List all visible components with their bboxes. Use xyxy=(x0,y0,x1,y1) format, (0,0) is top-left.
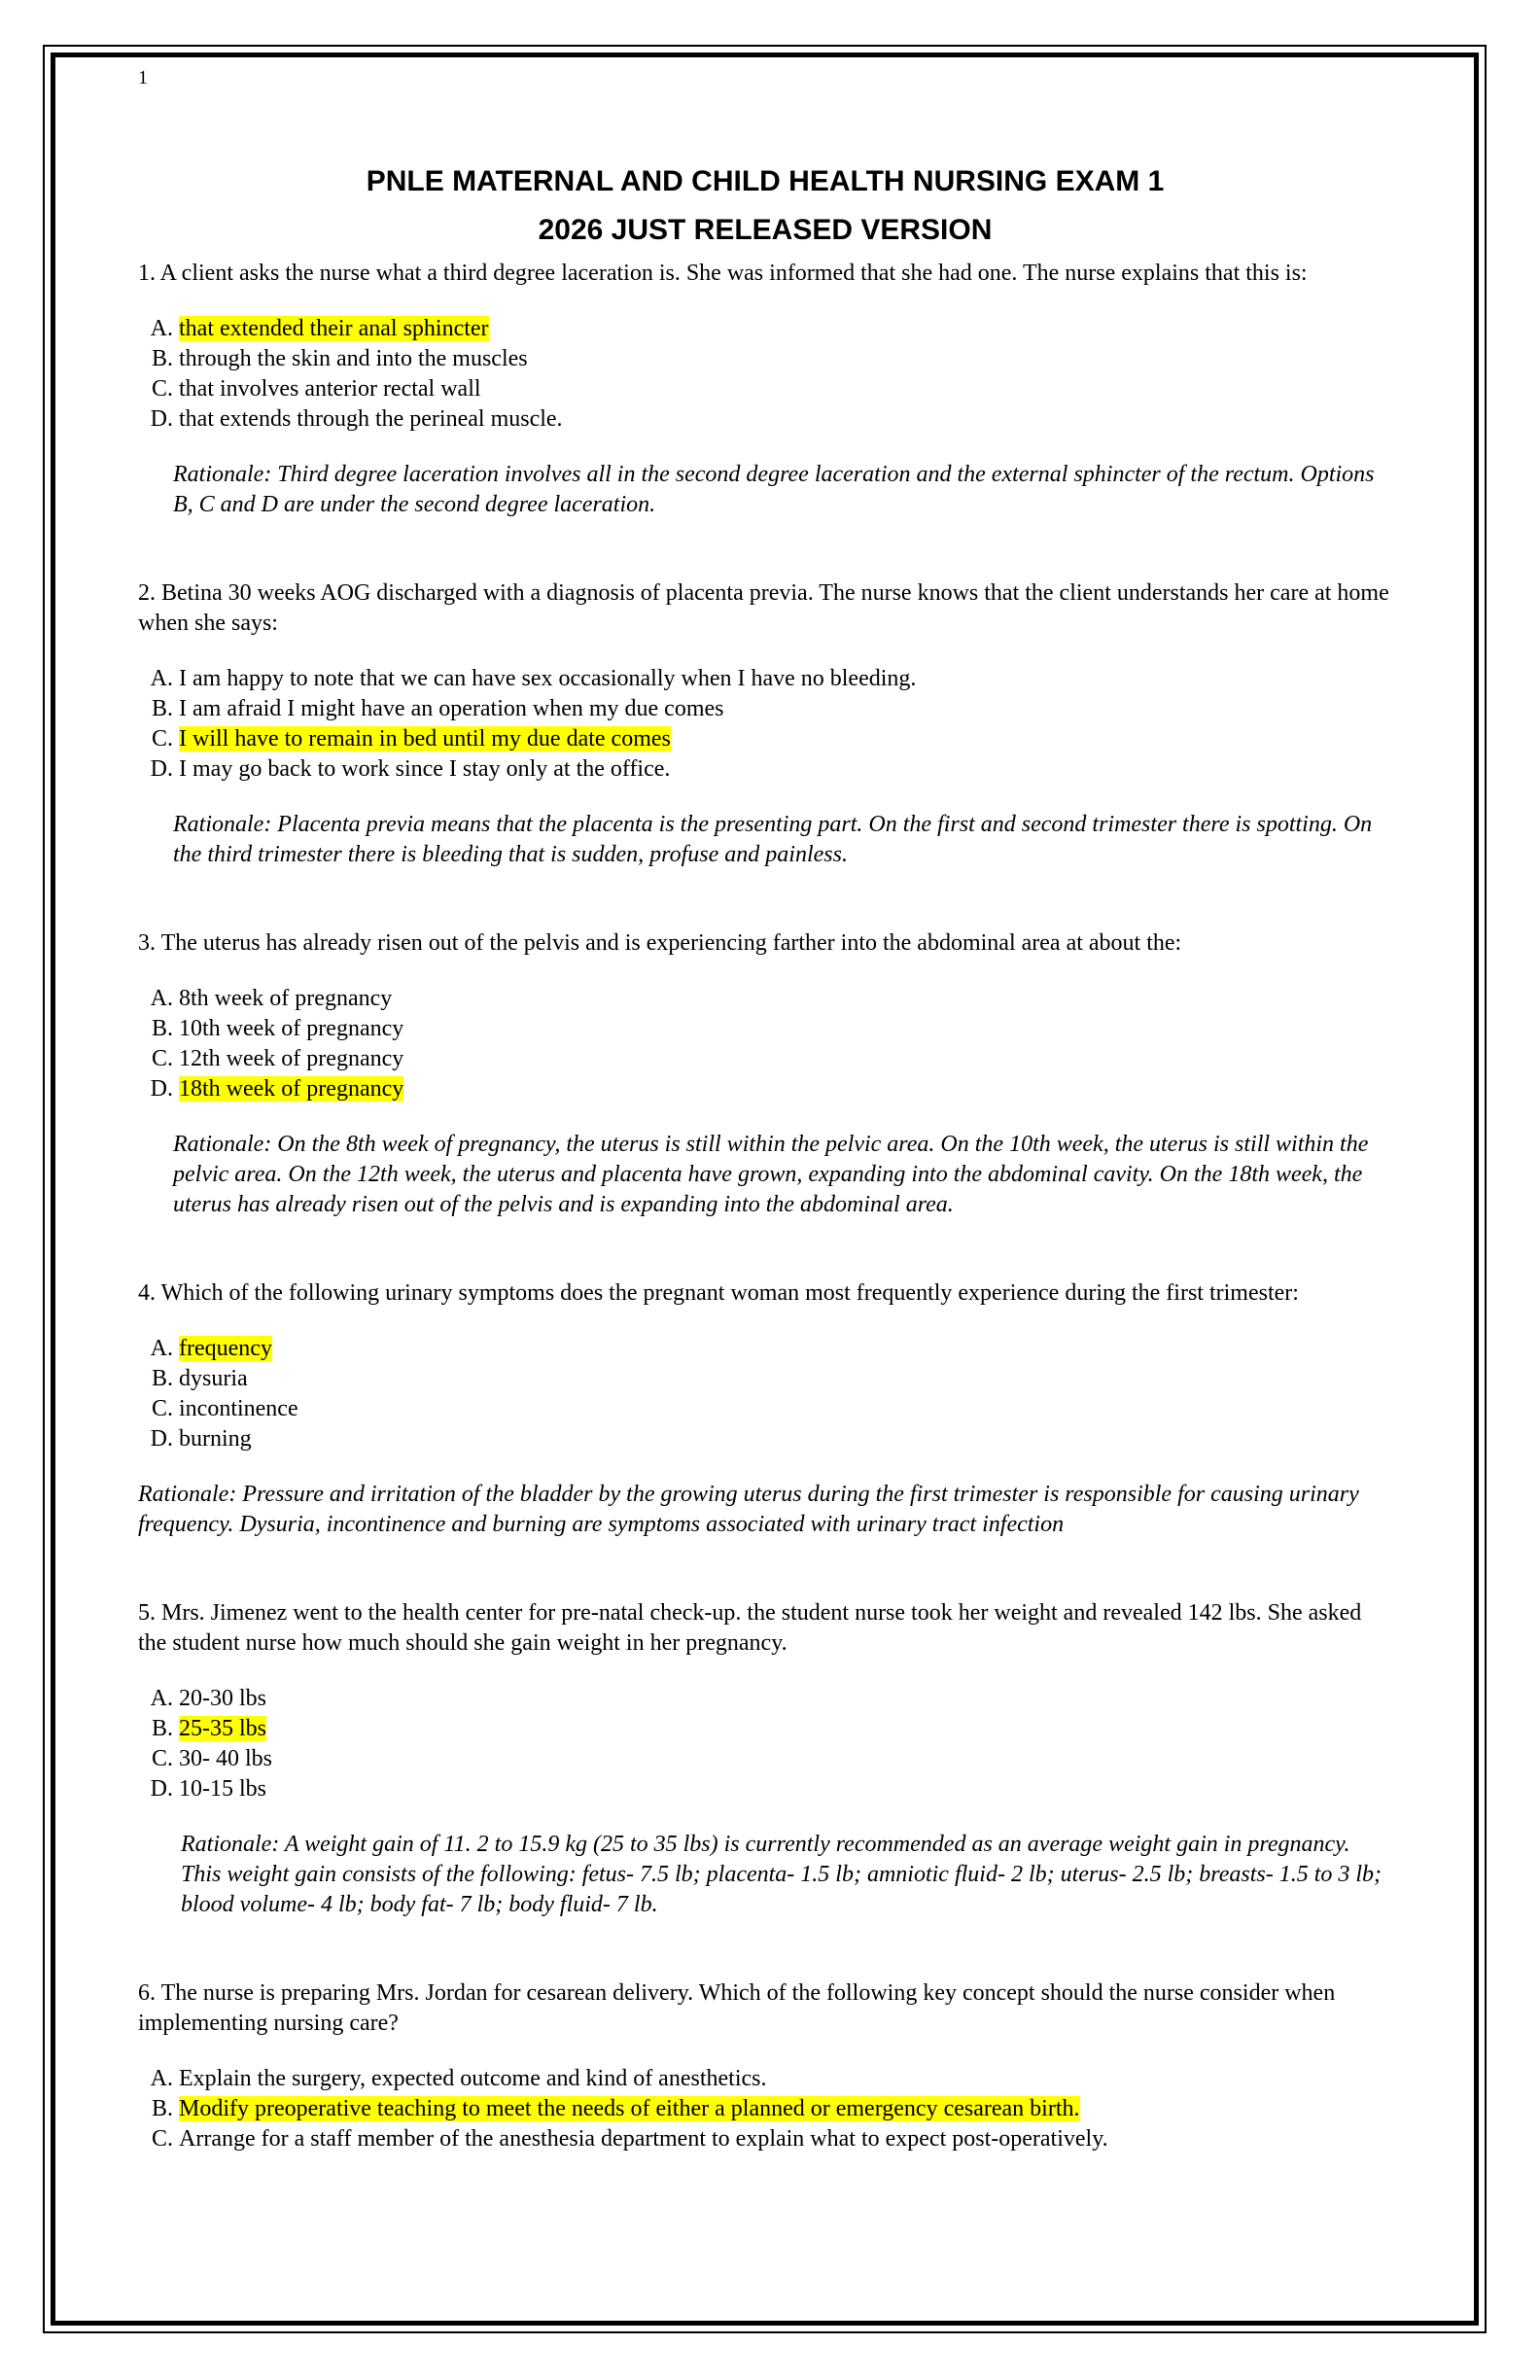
document-subtitle: 2026 JUST RELEASED VERSION xyxy=(538,214,993,246)
answer-options xyxy=(138,2064,1392,2154)
option-text-highlighted: Modify preoperative teaching to meet the needs of either a planned or emergency cesarean birth. xyxy=(179,2096,1080,2121)
option-text: through the skin and into the muscles xyxy=(179,346,528,371)
answer-option xyxy=(138,1774,1392,1804)
option-letter: B. xyxy=(151,346,173,371)
option-text-highlighted: I will have to remain in bed until my due date comes xyxy=(179,726,671,752)
option-text: Explain the surgery, expected outcome and kind of anesthetics. xyxy=(179,2066,767,2091)
answer-options xyxy=(138,664,1392,785)
option-letter: B. xyxy=(151,696,173,721)
answer-options xyxy=(138,984,1392,1104)
option-letter: C. xyxy=(151,1396,173,1421)
option-text: that extends through the perineal muscle. xyxy=(179,406,563,432)
option-text: dysuria xyxy=(179,1366,248,1391)
answer-option xyxy=(138,1714,1392,1744)
question-list xyxy=(138,259,1392,2154)
document-content xyxy=(138,66,1392,2180)
option-text: incontinence xyxy=(179,1396,298,1421)
option-letter: A. xyxy=(150,1686,173,1711)
page-number: 1 xyxy=(138,67,148,88)
answer-option xyxy=(138,1014,1392,1044)
answer-options xyxy=(138,1684,1392,1804)
document-title: PNLE MATERNAL AND CHILD HEALTH NURSING EXAM 1 xyxy=(366,165,1165,197)
option-text: I am afraid I might have an operation when my due comes xyxy=(179,696,724,721)
answer-option xyxy=(138,1334,1392,1364)
option-letter: B. xyxy=(151,1366,173,1391)
option-letter: B. xyxy=(151,1716,173,1741)
question-item xyxy=(138,259,1392,520)
option-letter: D. xyxy=(150,756,173,782)
option-text-highlighted: that extended their anal sphincter xyxy=(179,316,489,341)
answer-option xyxy=(138,1074,1392,1104)
option-letter: C. xyxy=(151,376,173,402)
option-letter: A. xyxy=(150,1336,173,1361)
rationale: Rationale: Third degree laceration involves all in the second degree laceration and the external sphincter of the rectum. Options B, C and D are under the second degree laceration. xyxy=(173,462,1375,517)
answer-option xyxy=(138,1364,1392,1394)
answer-option xyxy=(138,1424,1392,1454)
option-text-highlighted: 18th week of pregnancy xyxy=(179,1076,404,1102)
answer-option xyxy=(138,1744,1392,1774)
option-text: that involves anterior rectal wall xyxy=(179,376,481,402)
option-text: I am happy to note that we can have sex occasionally when I have no bleeding. xyxy=(179,666,917,691)
option-letter: C. xyxy=(151,726,173,752)
option-text: 30- 40 lbs xyxy=(179,1746,272,1771)
option-letter: A. xyxy=(150,666,173,691)
option-letter: A. xyxy=(150,2066,173,2091)
question-text: 5. Mrs. Jimenez went to the health center for pre-natal check-up. the student nurse took her weight and revealed 142 lbs. She asked the student nurse how much should she gain weight in her pregnancy. xyxy=(138,1600,1362,1656)
question-text: 4. Which of the following urinary symptoms does the pregnant woman most frequently experience during the first trimester: xyxy=(138,1280,1299,1306)
option-text: 20-30 lbs xyxy=(179,1686,266,1711)
rationale: Rationale: Pressure and irritation of the bladder by the growing uterus during the first trimester is responsible for causing urinary frequency. Dysuria, incontinence and burning are symptoms associated with urinary tract infection xyxy=(138,1482,1359,1537)
answer-option xyxy=(138,1044,1392,1074)
answer-option xyxy=(138,664,1392,694)
option-letter: A. xyxy=(150,986,173,1011)
option-text-highlighted: 25-35 lbs xyxy=(179,1716,266,1741)
answer-option xyxy=(138,2064,1392,2094)
question-item xyxy=(138,1978,1392,2154)
rationale: Rationale: Placenta previa means that the placenta is the presenting part. On the first and second trimester there is spotting. On the third trimester there is bleeding that is sudden, profuse and painless. xyxy=(173,812,1373,867)
option-letter: D. xyxy=(150,1076,173,1102)
question-text: 1. A client asks the nurse what a third degree laceration is. She was informed that she had one. The nurse explains that this is: xyxy=(138,261,1308,286)
option-text: 8th week of pregnancy xyxy=(179,986,393,1011)
option-letter: C. xyxy=(151,2126,173,2152)
option-text: Arrange for a staff member of the anesthesia department to explain what to expect post-operatively. xyxy=(179,2126,1108,2152)
question-item xyxy=(138,1278,1392,1540)
option-letter: B. xyxy=(151,1016,173,1041)
option-text: 12th week of pregnancy xyxy=(179,1046,404,1071)
answer-options xyxy=(138,314,1392,435)
answer-options xyxy=(138,1334,1392,1454)
option-letter: C. xyxy=(151,1746,173,1771)
question-item xyxy=(138,1598,1392,1920)
answer-option xyxy=(138,2124,1392,2154)
answer-option xyxy=(138,344,1392,374)
rationale: Rationale: A weight gain of 11. 2 to 15.9 kg (25 to 35 lbs) is currently recommended as an average weight gain in pregnancy. This weight gain consists of the following: fetus- 7.5 lb; placenta- 1.5 lb; amniotic fluid- 2 lb; uterus- 2.5 lb; breasts- 1.5 to 3 lb; blood volume- 4 lb; body fat- 7 lb; body fluid- 7 lb. xyxy=(181,1832,1382,1917)
option-text: 10-15 lbs xyxy=(179,1776,266,1802)
answer-option xyxy=(138,1684,1392,1714)
option-letter: C. xyxy=(151,1046,173,1071)
answer-option xyxy=(138,754,1392,785)
answer-option xyxy=(138,724,1392,754)
answer-option xyxy=(138,694,1392,724)
option-text-highlighted: frequency xyxy=(179,1336,272,1361)
question-item xyxy=(138,928,1392,1220)
option-text: I may go back to work since I stay only at the office. xyxy=(179,756,671,782)
rationale: Rationale: On the 8th week of pregnancy, the uterus is still within the pelvic area. On the 10th week, the uterus is still within the pelvic area. On the 12th week, the uterus and placenta have grown, expanding into the abdominal cavity. On the 18th week, the uterus has already risen out of the pelvis and is expanding into the abdominal area. xyxy=(173,1132,1369,1217)
answer-option xyxy=(138,404,1392,435)
option-letter: D. xyxy=(150,1426,173,1452)
option-text: burning xyxy=(179,1426,252,1452)
question-text: 3. The uterus has already risen out of the pelvis and is experiencing farther into the abdominal area at about the: xyxy=(138,930,1182,956)
option-letter: B. xyxy=(151,2096,173,2121)
option-letter: A. xyxy=(150,316,173,341)
question-text: 2. Betina 30 weeks AOG discharged with a diagnosis of placenta previa. The nurse knows that the client understands her care at home when she says: xyxy=(138,580,1389,636)
option-letter: D. xyxy=(150,1776,173,1802)
title-block xyxy=(138,158,1392,255)
answer-option xyxy=(138,374,1392,404)
answer-option xyxy=(138,984,1392,1014)
question-item xyxy=(138,578,1392,870)
answer-option xyxy=(138,2094,1392,2124)
option-letter: D. xyxy=(150,406,173,432)
option-text: 10th week of pregnancy xyxy=(179,1016,404,1041)
question-text: 6. The nurse is preparing Mrs. Jordan for cesarean delivery. Which of the following key concept should the nurse consider when implementing nursing care? xyxy=(138,1980,1336,2036)
answer-option xyxy=(138,314,1392,344)
answer-option xyxy=(138,1394,1392,1424)
